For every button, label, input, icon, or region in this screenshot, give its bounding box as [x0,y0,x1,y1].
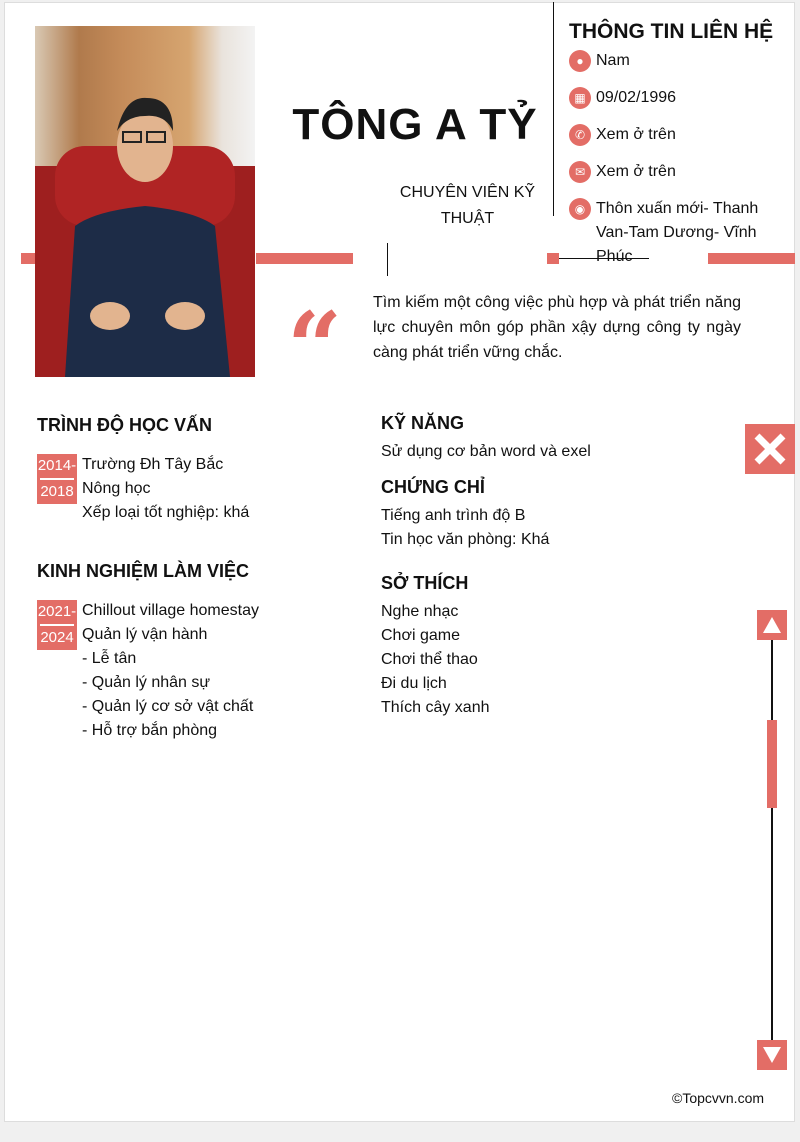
contact-address [569,197,779,269]
mail-icon: ✉ [569,161,591,183]
start-year: 2021- [37,600,77,624]
hobby-item: Nghe nhạc [381,603,459,620]
certificates-heading: CHỨNG CHỈ [381,477,485,497]
education-heading: TRÌNH ĐỘ HỌC VẤN [37,415,212,435]
hobby-item: Chơi thể thao [381,651,478,668]
close-icon [752,431,788,467]
divider [553,2,554,216]
certificate-item: Tiếng anh trình độ B [381,507,526,524]
phone-icon: ✆ [569,124,591,146]
location-icon: ◉ [569,198,591,220]
position: Quản lý vận hành [82,626,208,643]
contact-text: Xem ở trên [596,126,676,143]
candidate-name: TÔNG A TỶ [292,100,538,149]
duty: - Hỗ trợ bắn phòng [82,722,218,739]
hobbies-heading: SỞ THÍCH [381,573,469,593]
accent-bar [256,253,353,264]
career-objective: Tìm kiếm một công việc phù hợp và phát triển năng lực chuyên môn góp phần xậy dựng công ty ngày càng phát triển vững chắc. [373,294,741,361]
accent-bar [547,253,559,264]
footer-credit: ©Topcvvn.com [672,1090,765,1106]
arrow-down-icon [762,1046,782,1064]
scroll-up-button[interactable] [757,610,787,640]
scroll-down-button[interactable] [757,1040,787,1070]
contact-text: Nam [596,52,630,69]
scrollbar-thumb[interactable] [767,720,777,808]
person-photo-icon [35,26,255,377]
end-year: 2018 [40,483,74,500]
contact-gender [569,49,779,73]
hobby-item: Chơi game [381,627,460,644]
company: Chillout village homestay [82,602,259,619]
grade: Xếp loại tốt nghiệp: khá [82,504,250,521]
certificates-list [381,504,549,552]
hobbies-list [381,600,490,720]
contact-birthday [569,86,779,110]
start-year: 2014- [37,454,77,478]
experience-details [82,599,259,743]
user-icon: ● [569,50,591,72]
certificate-item: Tin học văn phòng: Khá [381,531,550,548]
contact-phone [569,123,779,147]
job-title: CHUYÊN VIÊN KỸ THUẬT [399,184,536,227]
education-years [37,454,77,504]
education-details [82,453,249,525]
divider [387,243,388,276]
duty: - Quản lý nhân sự [82,674,211,691]
hobby-item: Đi du lịch [381,675,447,692]
experience-years [37,600,77,650]
skills-heading: KỸ NĂNG [381,413,465,433]
arrow-up-icon [762,616,782,634]
contact-email [569,160,779,184]
major: Nông học [82,480,151,497]
skill-item: Sử dụng cơ bản word và exel [381,443,591,460]
scrollbar-track[interactable] [771,638,773,1042]
contact-text: Xem ở trên [596,163,676,180]
contact-text: Thôn xuấn mới- Thanh Van-Tam Dương- Vĩnh Phúc [596,200,759,265]
accent-bar [21,253,35,264]
calendar-icon: ▦ [569,87,591,109]
hobby-item: Thích cây xanh [381,699,490,716]
duty: - Quản lý cơ sở vật chất [82,698,254,715]
quote-icon: “ [287,291,343,404]
end-year: 2024 [40,629,74,646]
experience-heading: KINH NGHIỆM LÀM VIỆC [37,561,250,581]
profile-photo [35,26,255,377]
duty: - Lễ tân [82,650,137,667]
contact-heading: THÔNG TIN LIÊN HỆ [569,20,774,43]
close-button[interactable] [745,424,795,474]
contact-text: 09/02/1996 [596,89,677,106]
school: Trường Đh Tây Bắc [82,456,224,473]
